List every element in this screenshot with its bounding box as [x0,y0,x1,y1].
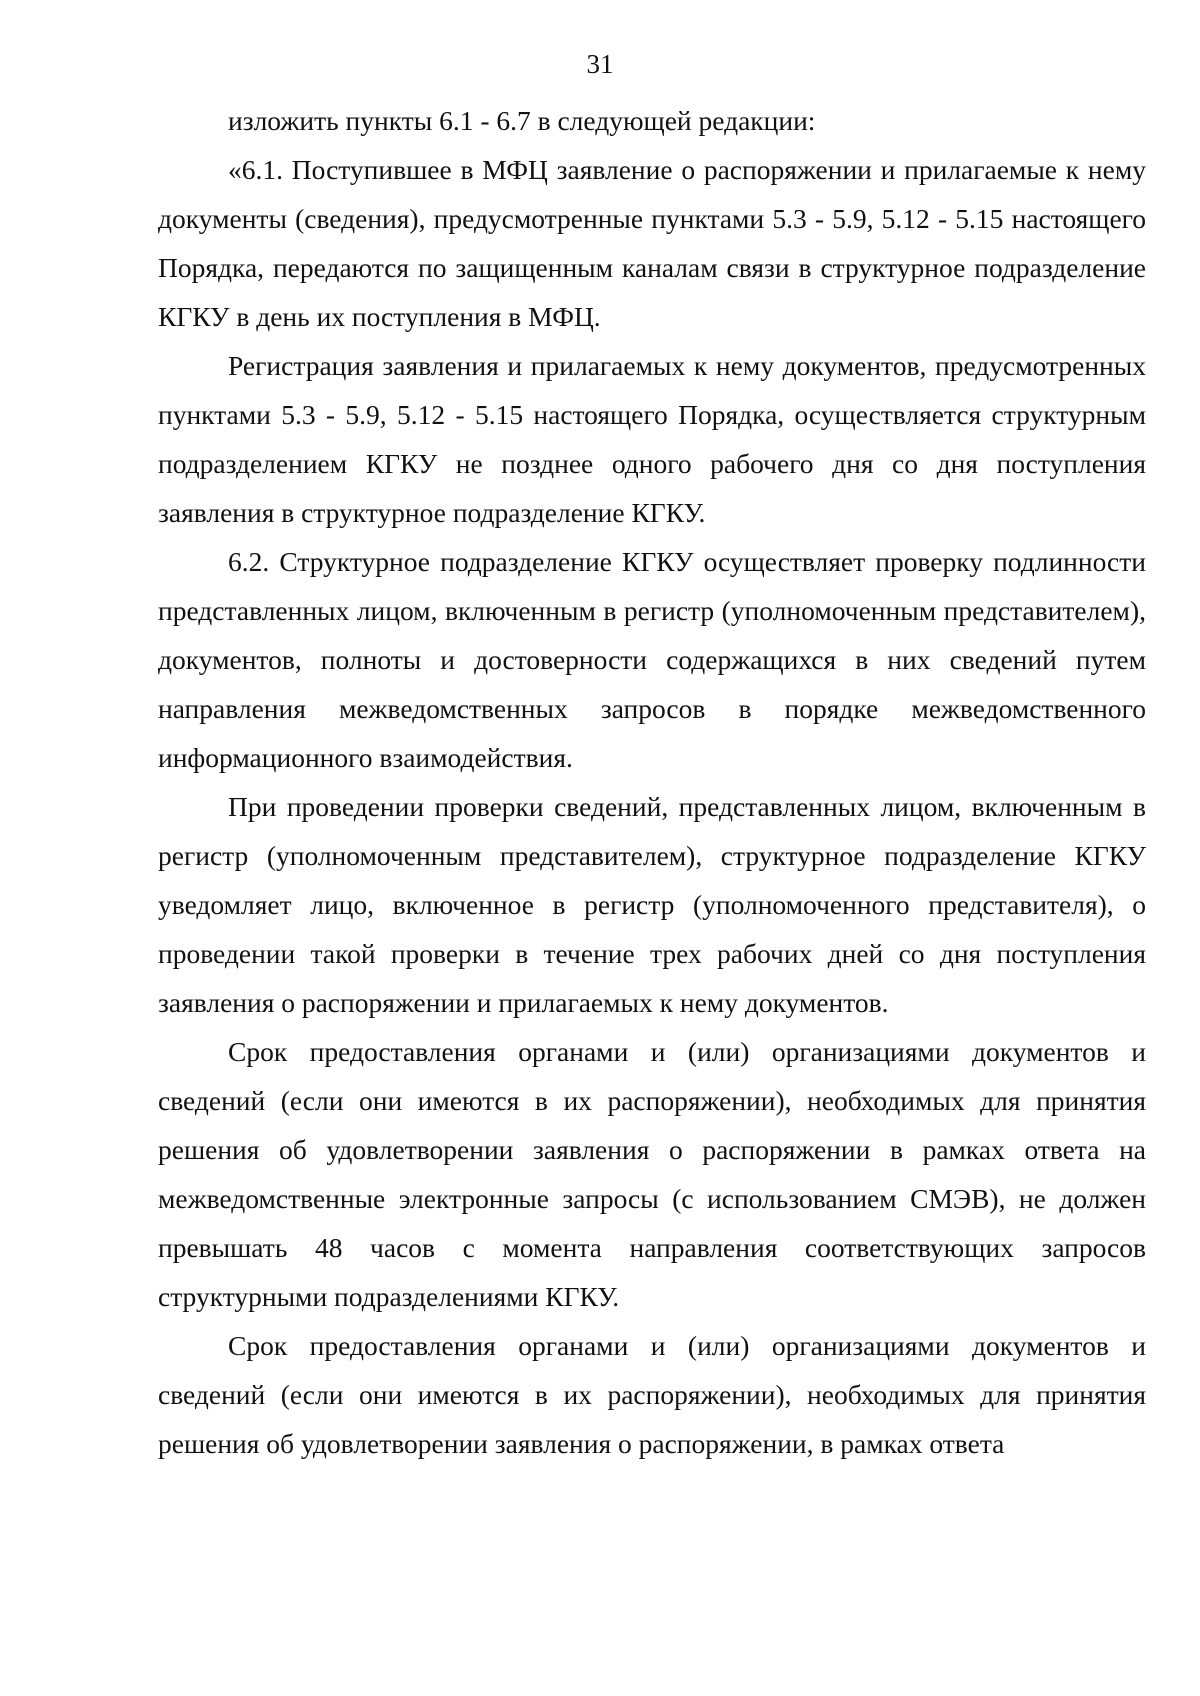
page-number: 31 [586,49,614,79]
document-body [158,96,1146,1468]
paragraph-deadline-smev: Срок предоставления органами и (или) организациями документов и сведений (если они имеются в их распоряжении), необходимых для принятия решения об удовлетворении заявления о распоряжении в рамках ответа на межведомственные электронные запросы (с использованием СМЭВ), не должен превышать 48 часов с момента направления соответствующих запросов структурными подразделениями КГКУ. [158,1036,1146,1312]
paragraph-verification: При проведении проверки сведений, представленных лицом, включенным в регистр (уполномоченным представителем), структурное подразделение КГКУ уведомляет лицо, включенное в регистр (уполномоченного представителя), о проведении такой проверки в течение трех рабочих дней со дня поступления заявления о распоряжении и прилагаемых к нему документов. [158,791,1146,1018]
paragraph-deadline-response: Срок предоставления органами и (или) организациями документов и сведений (если они имеются в их распоряжении), необходимых для принятия решения об удовлетворении заявления о распоряжении, в рамках ответа [158,1330,1146,1459]
paragraph-registration: Регистрация заявления и прилагаемых к нему документов, предусмотренных пунктами 5.3 - 5.9, 5.12 - 5.15 настоящего Порядка, осуществляется структурным подразделением КГКУ не позднее одного рабочего дня со дня поступления заявления в структурное подразделение КГКУ. [158,350,1146,528]
paragraph-intro: изложить пункты 6.1 - 6.7 в следующей редакции: [228,105,816,136]
paragraph-6-1: «6.1. Поступившее в МФЦ заявление о распоряжении и прилагаемые к нему документы (сведения), предусмотренные пунктами 5.3 - 5.9, 5.12 - 5.15 настоящего Порядка, передаются по защищенным каналам связи в структурное подразделение КГКУ в день их поступления в МФЦ. [158,154,1146,332]
paragraph-6-2: 6.2. Структурное подразделение КГКУ осуществляет проверку подлинности представленных лицом, включенным в регистр (уполномоченным представителем), документов, полноты и достоверности содержащихся в них сведений путем направления межведомственных запросов в порядке межведомственного информационного взаимодействия. [158,546,1146,773]
